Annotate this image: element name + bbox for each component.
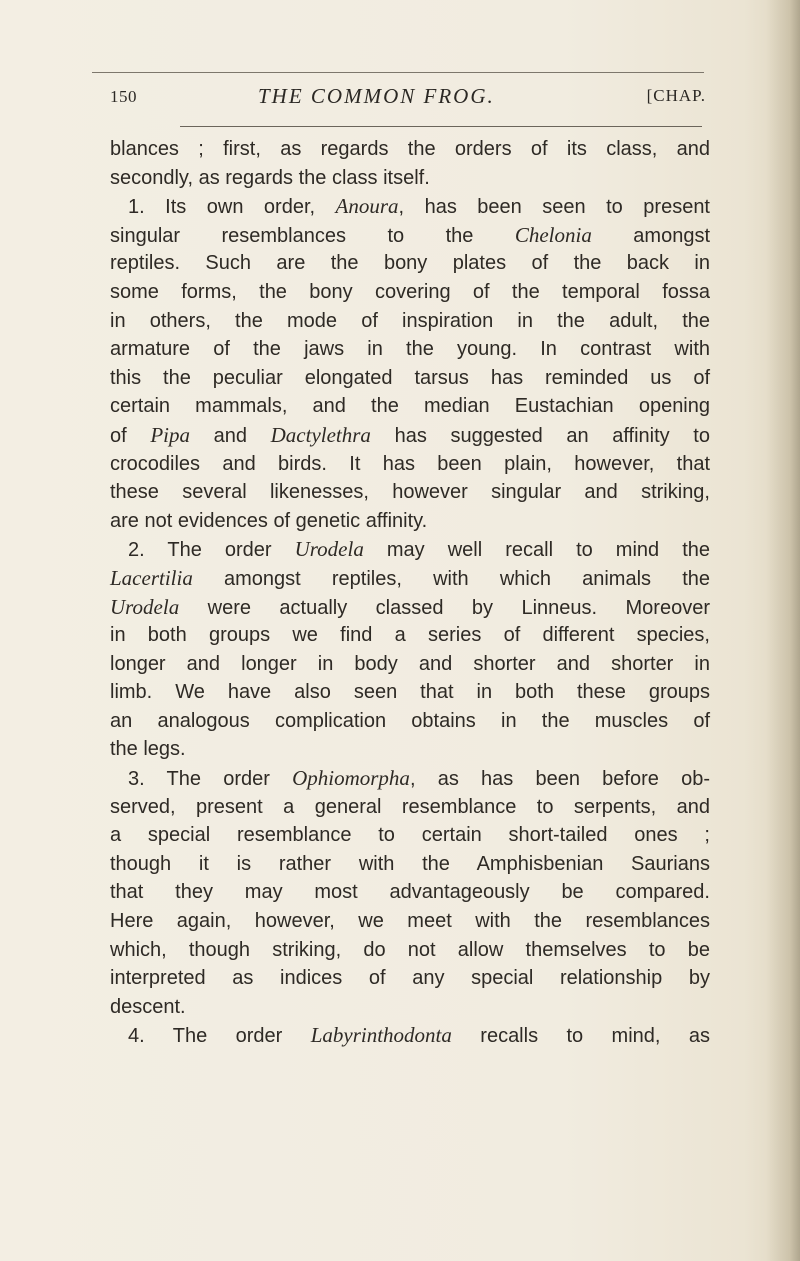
text-run: 3. The order	[128, 768, 293, 791]
text-run: and	[189, 424, 271, 447]
italic-term: Urodela	[294, 537, 364, 562]
text-line	[110, 907, 710, 936]
text-run: that they may most advantageously be compared.	[110, 881, 710, 904]
text-run: armature of the jaws in the young. In contrast with	[110, 338, 710, 361]
text-line	[110, 993, 710, 1022]
text-run: recalls to mind, as	[451, 1025, 710, 1048]
text-run: these several likenesses, however singular and striking,	[110, 481, 710, 504]
text-run: , as has been before ob-	[409, 768, 710, 791]
text-run: singular resemblances to the	[110, 224, 515, 247]
italic-term: Lacertilia	[110, 565, 193, 590]
text-line	[110, 936, 710, 965]
running-title: THE COMMON FROG.	[258, 84, 495, 108]
text-line	[110, 535, 710, 564]
text-run: may well recall to mind the	[363, 539, 711, 562]
text-line	[110, 135, 710, 164]
text-run: amongst reptiles, with which animals the	[192, 567, 710, 590]
text-run: 1. Its own order,	[128, 196, 336, 219]
text-line	[110, 450, 710, 479]
italic-term: Pipa	[150, 422, 190, 447]
text-run: some forms, the bony covering of the temporal fossa	[110, 280, 710, 303]
text-line	[110, 735, 710, 764]
text-line	[110, 192, 710, 221]
text-run: an analogous complication obtains in the muscles of	[110, 709, 710, 732]
text-line	[110, 307, 710, 336]
text-line	[110, 964, 710, 993]
text-line	[110, 221, 710, 250]
text-line	[110, 478, 710, 507]
text-run: are not evidences of genetic affinity.	[110, 509, 428, 532]
text-line	[110, 421, 710, 450]
page-edge-shadow	[766, 0, 800, 1261]
text-run: , has been seen to present	[398, 196, 710, 219]
italic-term: Labyrinthodonta	[310, 1023, 452, 1048]
text-line	[110, 850, 710, 879]
page-number: 150	[110, 87, 137, 106]
text-run: in both groups we find a series of different species,	[110, 624, 710, 647]
text-run: amongst	[591, 224, 711, 247]
italic-term: Dactylethra	[270, 422, 371, 447]
text-run: reptiles. Such are the bony plates of the back in	[110, 252, 710, 275]
header-rule-top	[92, 72, 704, 73]
text-run: longer and longer in body and shorter and shorter in	[110, 652, 710, 675]
text-run: limb. We have also seen that in both these groups	[110, 681, 710, 704]
text-line	[110, 278, 710, 307]
text-run: certain mammals, and the median Eustachian opening	[110, 395, 710, 418]
text-line	[110, 164, 710, 193]
text-line	[110, 335, 710, 364]
italic-term: Anoura	[335, 194, 399, 219]
text-line	[110, 793, 710, 822]
text-run: though it is rather with the Amphisbenian Saurians	[110, 852, 710, 875]
text-line	[110, 364, 710, 393]
chapter-marker: [CHAP.	[646, 86, 706, 105]
text-run: which, though striking, do not allow themselves to be	[110, 938, 710, 961]
text-line	[110, 564, 710, 593]
italic-term: Chelonia	[514, 222, 592, 247]
text-run: blances ; first, as regards the orders of its class, and	[110, 138, 710, 160]
italic-term: Ophiomorpha	[292, 766, 410, 791]
text-run: has suggested an affinity to	[370, 424, 710, 447]
text-run: descent.	[110, 995, 186, 1018]
text-run: a special resemblance to certain short-tailed ones ;	[110, 824, 710, 847]
text-run: crocodiles and birds. It has been plain, however, that	[110, 452, 710, 475]
text-run: in others, the mode of inspiration in the adult, the	[110, 309, 710, 332]
text-run: of	[110, 424, 151, 447]
text-line	[110, 678, 710, 707]
header-rule-bottom	[180, 126, 702, 127]
text-line	[110, 249, 710, 278]
text-line	[110, 392, 710, 421]
text-line	[110, 593, 710, 622]
text-line	[110, 621, 710, 650]
text-run: secondly, as regards the class itself.	[110, 166, 430, 189]
text-line	[110, 878, 710, 907]
text-line	[110, 764, 710, 793]
text-run: 4. The order	[128, 1025, 311, 1048]
text-line	[110, 1021, 710, 1050]
body-text	[110, 135, 710, 1050]
text-run: were actually classed by Linneus. Moreover	[179, 596, 710, 619]
text-run: interpreted as indices of any special relationship by	[110, 967, 710, 990]
text-run: the legs.	[110, 738, 186, 761]
text-run: this the peculiar elongated tarsus has reminded us of	[110, 366, 710, 389]
text-line	[110, 507, 710, 536]
italic-term: Urodela	[110, 594, 180, 619]
text-run: served, present a general resemblance to serpents, and	[110, 795, 710, 818]
text-run: 2. The order	[128, 539, 295, 562]
text-line	[110, 650, 710, 679]
running-header	[110, 84, 710, 118]
text-line	[110, 707, 710, 736]
text-line	[110, 821, 710, 850]
text-run: Here again, however, we meet with the resemblances	[110, 910, 710, 933]
